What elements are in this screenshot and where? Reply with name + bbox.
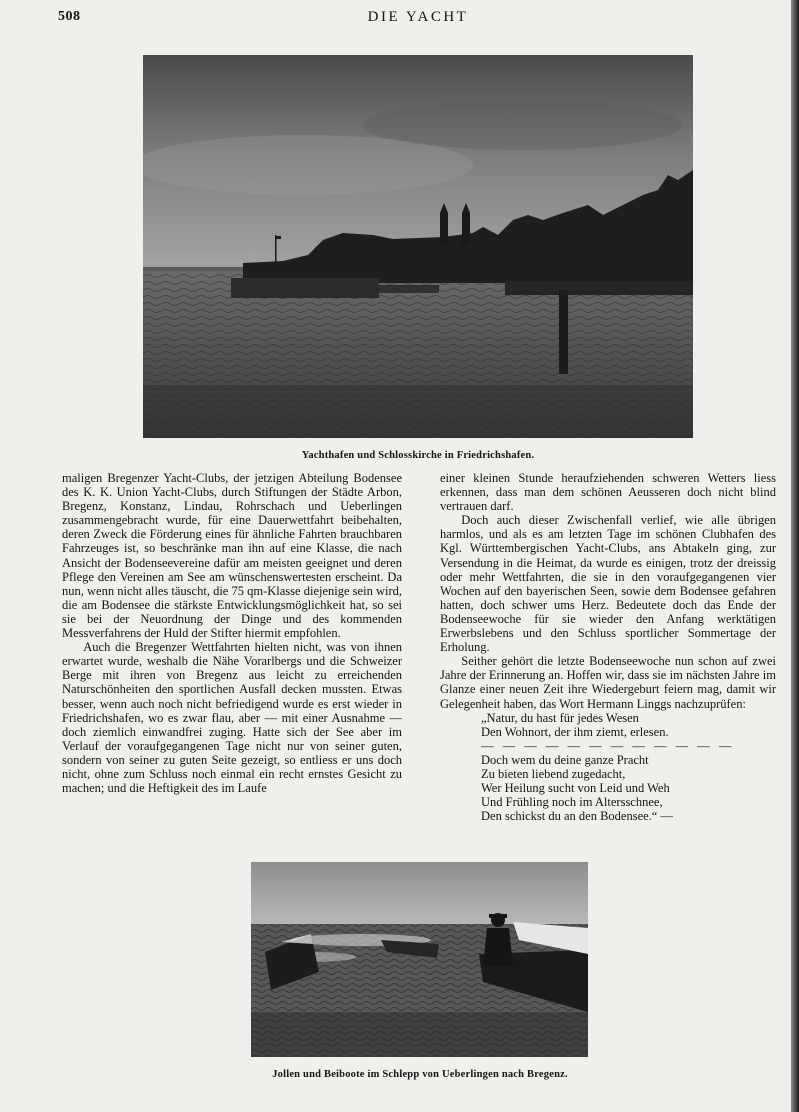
poem-line: Und Frühling noch im Altersschnee, — [481, 795, 663, 810]
running-title: DIE YACHT — [367, 9, 469, 25]
page-number: 508 — [58, 9, 81, 24]
poem-line: „Natur, du hast für jedes Wesen — [481, 710, 639, 725]
dinghies-photo-drawing — [251, 862, 588, 1057]
right-paragraph-1: einer kleinen Stunde heraufziehenden schweren Wetters liess erkennen, dass man dem schönen Aeusseren doch nicht blind vertrauen darf. — [440, 471, 776, 514]
photo-dinghies-in-tow — [251, 862, 588, 1057]
poem-line: Den Wohnort, der ihm ziemt, erlesen. — [481, 724, 669, 739]
text-column-right — [440, 471, 776, 823]
photo-harbour-friedrichshafen — [143, 55, 693, 438]
right-paragraph-3: Seither gehört die letzte Bodenseewoche nun schon auf zwei Jahre der Erinnerung an. Hoffen wir, dass sie im nächsten Jahre im Glanze einer neuen Zeit ihre Wiedergeburt feiern mag, damit wir Gelegenheit haben, das Wort Hermann Linggs nachzuprüfen: — [440, 654, 776, 711]
poem-line: Den schickst du an den Bodensee.“ — — [481, 809, 673, 824]
poem-line: Zu bieten liebend zugedacht, — [481, 766, 626, 781]
poem-line: Doch wem du deine ganze Pracht — [481, 752, 649, 767]
left-paragraph-1: maligen Bregenzer Yacht-Clubs, der jetzigen Abteilung Bodensee des K. K. Union Yacht-Clubs, durch Stiftungen der Städte Arbon, Bregenz, Konstanz, Lindau, Rohrschach und Ueberlingen zusammengebracht wurde, für eine Dauerwettfahrt beibehalten, deren Zweck die Förderung eines für ähnliche Fahrten brauchbaren Fahrzeuges ist, so beschränke man ihn auf eine Klasse, die nach Ansicht der Bodenseevereine dafür am meisten geeignet und deren Pflege den Vereinen am See am wünschenswertesten erscheint. Da nun, wenn nicht alles täuscht, die 75 qm-Klasse diejenige sein wird, die am Bodensee die stärkste Entwicklungsmöglichkeit hat, so sei sie bei der Neuordnung der Dinge und des kommenden Messverfahrens der Huld der Stifter hiermit empfohlen. — [62, 471, 402, 641]
poem-line: Wer Heilung sucht von Leid und Weh — [481, 781, 670, 796]
page-right-edge-shadow — [791, 0, 799, 1112]
poem-ellipsis-dashes: — — — — — — — — — — — — — [481, 738, 735, 753]
harbour-photo-drawing — [143, 55, 693, 438]
poem-quote — [481, 711, 776, 824]
right-paragraph-2: Doch auch dieser Zwischenfall verlief, wie alle übrigen harmlos, und als es am letzten Tage im schönen Clubhafen des Kgl. Württembergischen Yacht-Clubs, ans Abtakeln ging, zur Versendung in die Heimat, da wurde es einigen, trotz der dreissig oder mehr Wettfahrten, die sie in den voraufgegangenen vier Wochen auf den bayerischen Seen, sowie dem Bodensee gefahren hatten, doch schwer ums Herz. Bedeutete doch das Ende der Bodenseewoche für sie wieder den Anfang werktätigen Erwerbslebens und den Schluss sportlicher Sommertage der Erholung. — [440, 513, 776, 655]
text-column-left — [62, 471, 402, 795]
photo-caption-top: Yachthafen und Schlosskirche in Friedrichshafen. — [301, 450, 535, 461]
left-paragraph-2: Auch die Bregenzer Wettfahrten hielten nicht, was von ihnen erwartet wurde, weshalb die Nähe Vorarlbergs und die Schweizer Berge mit ihren von Bregenz aus leicht zu erreichenden Naturschönheiten den sportlichen Ausfall decken mussten. Etwas besser, wenn auch noch nicht befriedigend wurde es erst wieder in Friedrichshafen, wo es zwar flau, aber — mit einer Ausnahme — doch ziemlich einwandfrei zuging. Hatte sich der See aber im Verlauf der voraufgegangenen Tage nicht nur von seiner guten, sondern von seiner zu guten Seite gezeigt, so entliess er uns doch nicht, ohne zum Schluss noch einmal ein recht ernstes Gesicht zu machen; und die Heftigkeit des im Laufe — [62, 640, 402, 796]
photo-caption-bottom: Jollen und Beiboote im Schlepp von Ueberlingen nach Bregenz. — [272, 1069, 568, 1080]
